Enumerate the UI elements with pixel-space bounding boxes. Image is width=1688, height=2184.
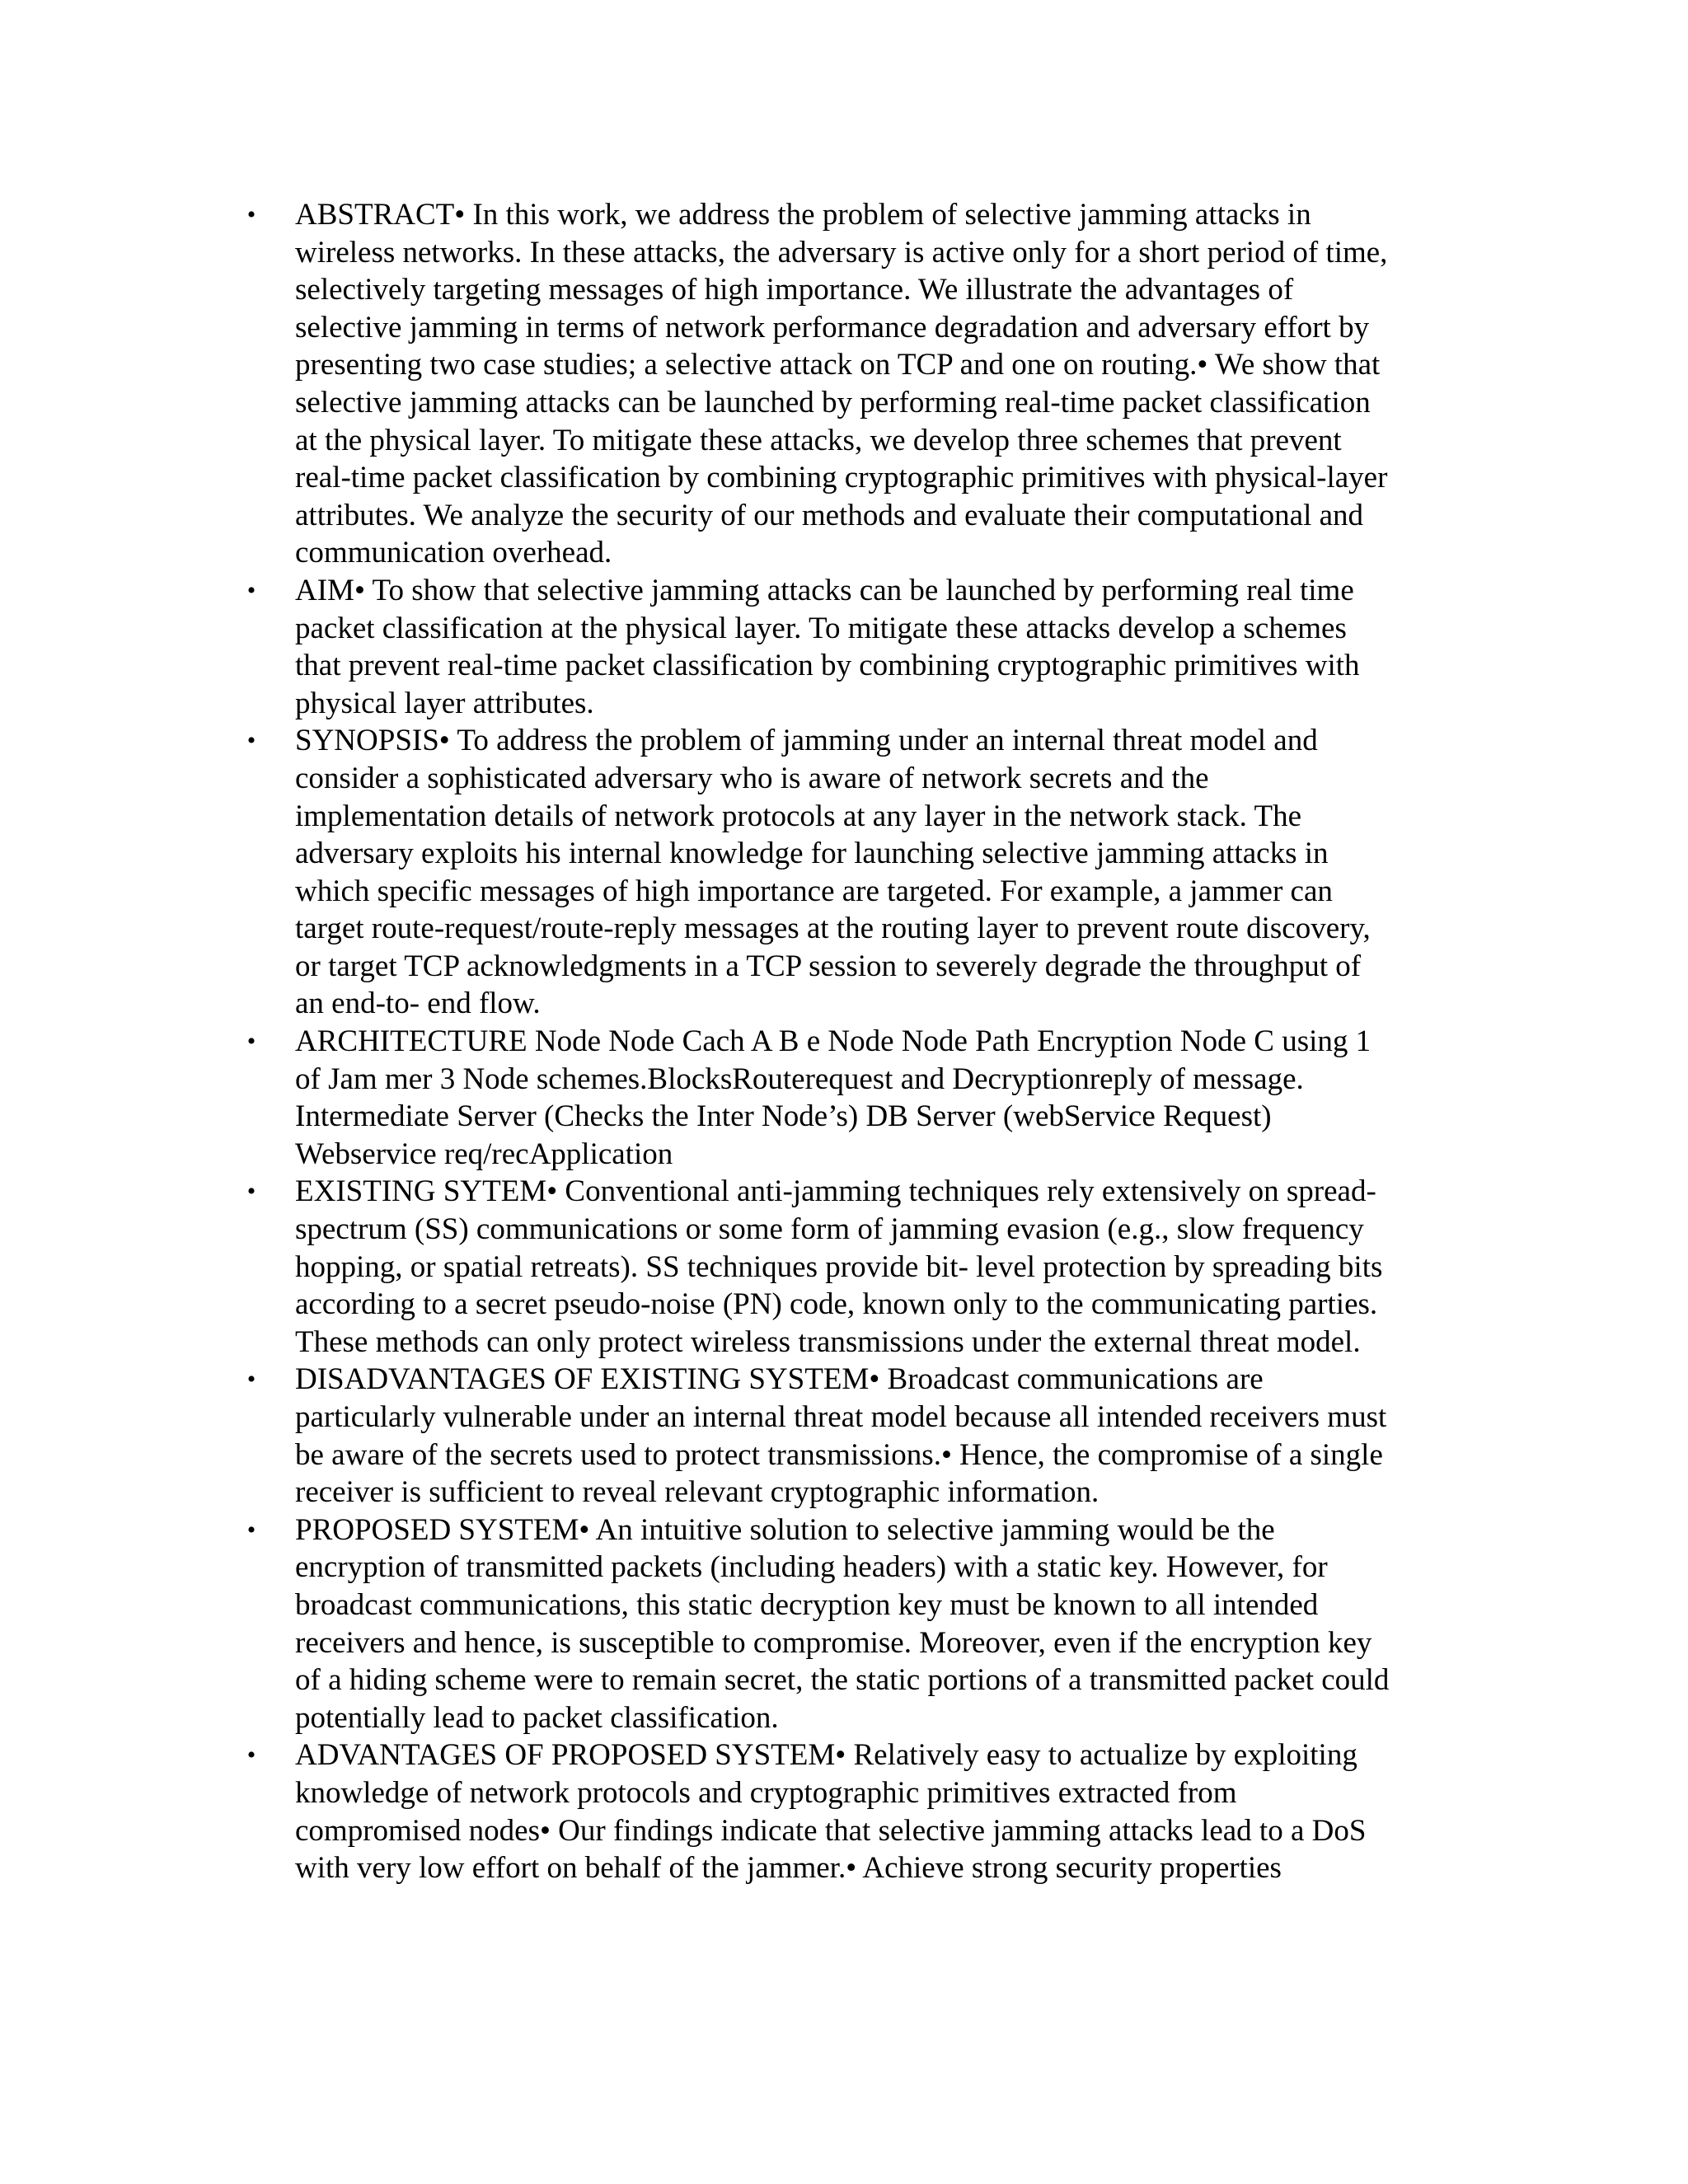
bullet-icon: •	[246, 576, 256, 604]
text-line: selectively targeting messages of high importance. We illustrate the advantages of	[295, 273, 1294, 307]
text-line: at the physical layer. To mitigate these attacks, we develop three schemes that prevent	[295, 423, 1342, 457]
advantages-item	[243, 1736, 1479, 1886]
text-line: receivers and hence, is susceptible to compromise. Moreover, even if the encryption key	[295, 1625, 1372, 1660]
text-line: presenting two case studies; a selective attack on TCP and one on routing.• We show that	[295, 348, 1381, 382]
text-line: be aware of the secrets used to protect transmissions.• Hence, the compromise of a single	[295, 1437, 1383, 1472]
text-line: selective jamming attacks can be launched by performing real-time packet classification	[295, 385, 1371, 419]
text-line: ABSTRACT• In this work, we address the problem of selective jamming attacks in	[295, 198, 1311, 232]
text-line: communication overhead.	[295, 536, 612, 570]
text-line: of Jam mer 3 Node schemes.BlocksRouterequest and Decryptionreply of message.	[295, 1062, 1304, 1096]
text-line: DISADVANTAGES OF EXISTING SYSTEM• Broadcast communications are	[295, 1362, 1264, 1397]
bullet-icon: •	[246, 1178, 256, 1206]
text-line: receiver is sufficient to reveal relevant cryptographic information.	[295, 1475, 1100, 1510]
text-line: that prevent real-time packet classification by combining cryptographic primitives with	[295, 649, 1360, 683]
text-line: These methods can only protect wireless transmissions under the external threat model.	[295, 1324, 1361, 1359]
text-line: physical layer attributes.	[295, 686, 594, 720]
text-line: real-time packet classification by combining cryptographic primitives with physical-layer	[295, 461, 1388, 495]
text-line: ARCHITECTURE Node Node Cach A B e Node Node Path Encryption Node C using 1	[295, 1024, 1372, 1059]
proposed-system-item	[243, 1511, 1479, 1737]
text-line: or target TCP acknowledgments in a TCP session to severely degrade the throughput of	[295, 949, 1362, 983]
text-line: potentially lead to packet classification.	[295, 1700, 779, 1735]
text-line: EXISTING SYTEM• Conventional anti-jamming techniques rely extensively on spread-	[295, 1174, 1376, 1209]
bullet-icon: •	[246, 1028, 256, 1056]
bullet-icon: •	[246, 727, 256, 755]
text-line: Webservice req/recApplication	[295, 1137, 673, 1171]
text-line: spectrum (SS) communications or some form of jamming evasion (e.g., slow frequency	[295, 1212, 1364, 1247]
bullet-icon: •	[246, 1741, 256, 1769]
disadvantages-item	[243, 1361, 1479, 1511]
text-line: Intermediate Server (Checks the Inter Node’s) DB Server (webService Request)	[295, 1099, 1272, 1134]
text-line: AIM• To show that selective jamming attacks can be launched by performing real time	[295, 573, 1354, 607]
text-line: particularly vulnerable under an internal threat model because all intended receivers must	[295, 1400, 1387, 1434]
text-line: ADVANTAGES OF PROPOSED SYSTEM• Relatively easy to actualize by exploiting	[295, 1738, 1357, 1773]
bullet-icon: •	[246, 1366, 256, 1394]
text-line: selective jamming in terms of network performance degradation and adversary effort by	[295, 310, 1370, 344]
text-line: knowledge of network protocols and cryptographic primitives extracted from	[295, 1775, 1237, 1810]
text-line: according to a secret pseudo-noise (PN) code, known only to the communicating parties.	[295, 1287, 1378, 1322]
text-line: implementation details of network protocols at any layer in the network stack. The	[295, 799, 1301, 833]
section-bullet-list	[243, 196, 1479, 1887]
text-line: broadcast communications, this static decryption key must be known to all intended	[295, 1587, 1319, 1622]
text-line: an end-to- end flow.	[295, 987, 541, 1021]
text-line: adversary exploits his internal knowledge for launching selective jamming attacks in	[295, 837, 1329, 871]
text-line: of a hiding scheme were to remain secret, the static portions of a transmitted packet could	[295, 1663, 1390, 1698]
text-line: wireless networks. In these attacks, the adversary is active only for a short period of time,	[295, 235, 1388, 269]
aim-item	[243, 572, 1479, 722]
text-line: which specific messages of high importance are targeted. For example, a jammer can	[295, 874, 1333, 908]
architecture-item	[243, 1023, 1479, 1173]
text-line: hopping, or spatial retreats). SS techniques provide bit- level protection by spreading bits	[295, 1249, 1383, 1284]
text-line: SYNOPSIS• To address the problem of jamming under an internal threat model and	[295, 724, 1318, 758]
synopsis-item	[243, 722, 1479, 1023]
text-line: encryption of transmitted packets (including headers) with a static key. However, for	[295, 1550, 1328, 1585]
text-line: packet classification at the physical layer. To mitigate these attacks develop a schemes	[295, 611, 1347, 645]
abstract-item	[243, 196, 1479, 572]
text-line: target route-request/route-reply messages at the routing layer to prevent route discovery,	[295, 912, 1371, 946]
bullet-icon: •	[246, 201, 256, 228]
text-line: with very low effort on behalf of the jammer.• Achieve strong security properties	[295, 1851, 1282, 1886]
existing-system-item	[243, 1173, 1479, 1361]
text-line: attributes. We analyze the security of our methods and evaluate their computational and	[295, 498, 1364, 532]
bullet-icon: •	[246, 1516, 256, 1544]
text-line: consider a sophisticated adversary who is aware of network secrets and the	[295, 761, 1209, 795]
text-line: PROPOSED SYSTEM• An intuitive solution to selective jamming would be the	[295, 1512, 1275, 1547]
text-line: compromised nodes• Our findings indicate that selective jamming attacks lead to a DoS	[295, 1813, 1367, 1848]
